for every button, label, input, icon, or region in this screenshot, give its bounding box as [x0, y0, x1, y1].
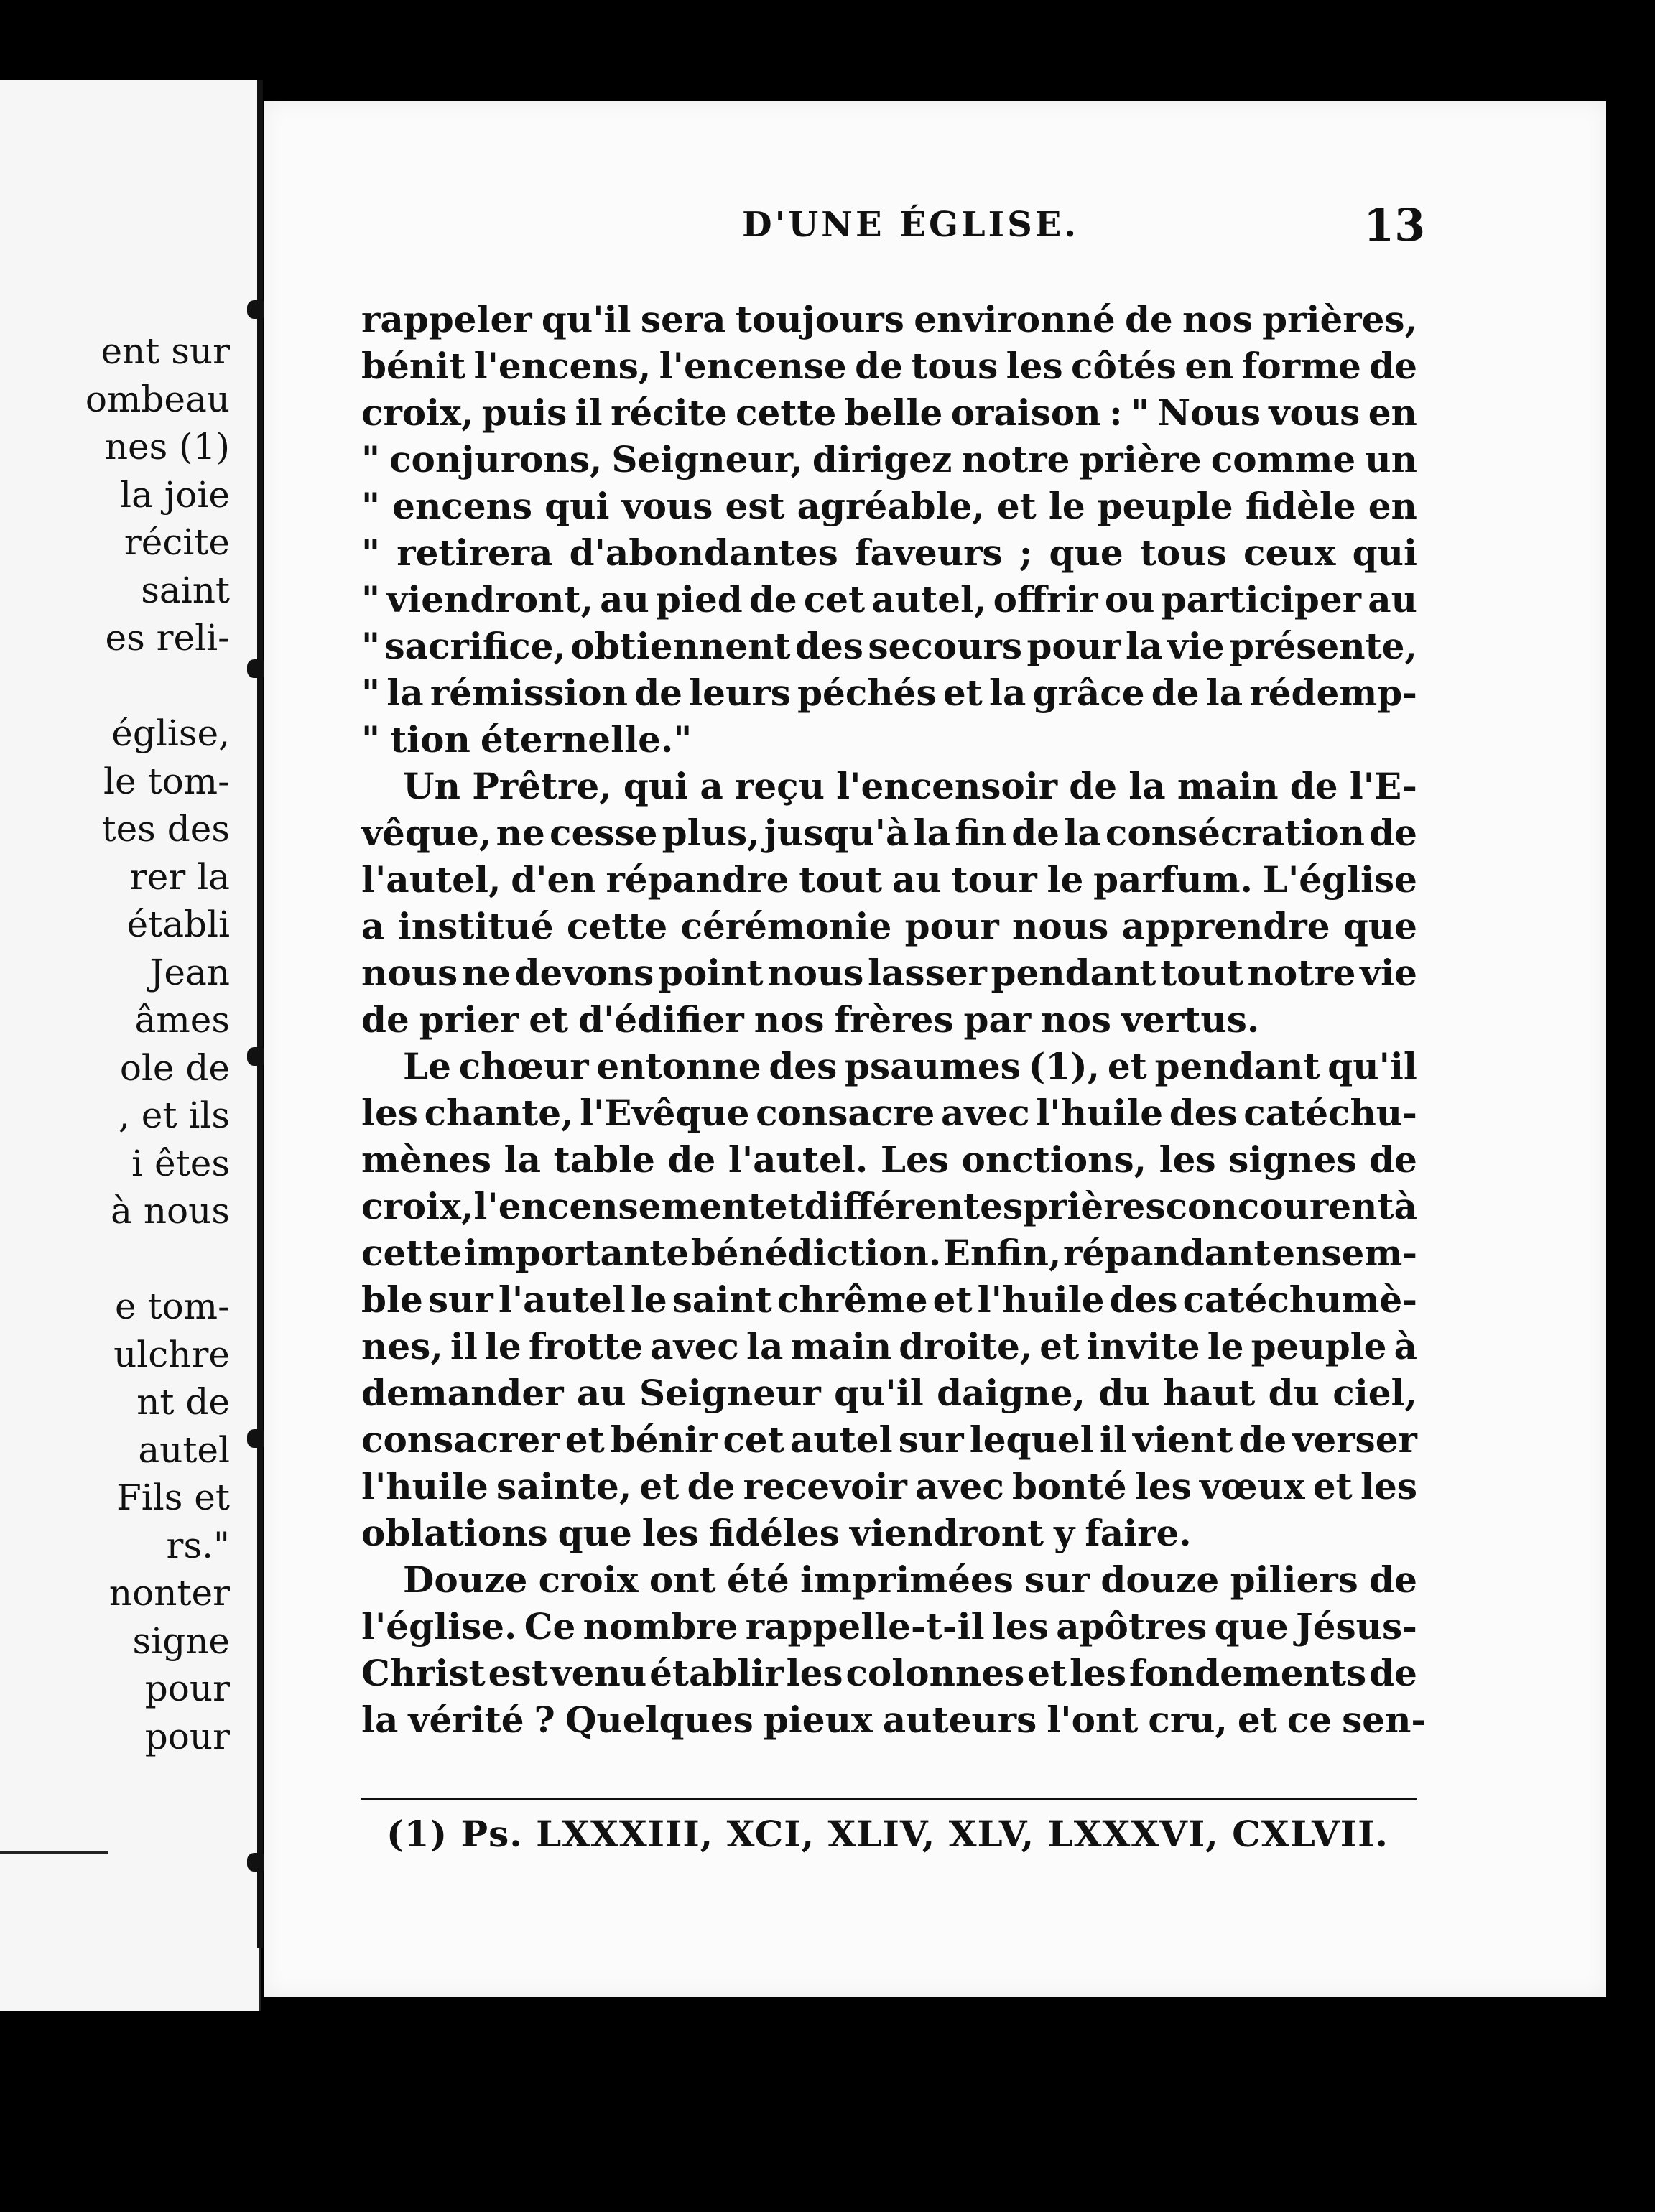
text-line: demander au Seigneur qu'il daigne, du haut du ciel,	[361, 1372, 1417, 1414]
text-line: " la rémission de leurs péchés et la grâce de la rédemp-	[361, 672, 1417, 714]
facing-page-line: , et ils	[118, 1095, 230, 1136]
page-number: 13	[1363, 199, 1426, 251]
facing-page-line: la joie	[120, 473, 230, 516]
text-line: croix, l'encensement et différentes prières concourent à	[361, 1185, 1417, 1227]
facing-page-line: autel	[138, 1428, 230, 1471]
text-line: la vérité ? Quelques pieux auteurs l'ont cru, et ce sen-	[361, 1698, 1427, 1741]
text-line: bénit l'encens, l'encense de tous les côtés en forme de	[361, 345, 1417, 387]
text-line: mènes la table de l'autel. Les onctions, les signes de	[361, 1138, 1417, 1181]
text-line: l'église. Ce nombre rappelle-t-il les apôtres que Jésus-	[361, 1605, 1417, 1648]
text-line: cette importante bénédiction. Enfin, répandant ensem-	[361, 1232, 1417, 1274]
facing-page-line: tes des	[101, 808, 230, 850]
text-line: " tion éternelle."	[361, 718, 692, 761]
page-header	[264, 199, 1426, 262]
text-line: Christ est venu établir les colonnes et les fondements de	[361, 1652, 1417, 1694]
text-line: oblations que les fidéles viendront y faire.	[361, 1512, 1192, 1554]
facing-page-text	[0, 327, 230, 1760]
facing-page-line: à nous	[111, 1190, 230, 1232]
footnote: (1) Ps. LXXXIII, XCI, XLIV, XLV, LXXXVI, CXLVII.	[386, 1813, 1389, 1855]
facing-page-line: i êtes	[131, 1142, 230, 1184]
facing-page-line: église,	[111, 712, 230, 754]
text-line: " retirera d'abondantes faveurs ; que tous ceux qui	[361, 531, 1417, 574]
text-line: consacrer et bénir cet autel sur lequel il vient de verser	[361, 1418, 1417, 1461]
facing-page-line: âmes	[134, 999, 230, 1041]
text-line: Un Prêtre, qui a reçu l'encensoir de la main de l'E-	[403, 765, 1417, 807]
facing-page-line: rer la	[129, 855, 230, 898]
running-head: D'UNE ÉGLISE.	[742, 205, 1080, 245]
text-line: de prier et d'édifier nos frères par nos vertus.	[361, 998, 1260, 1041]
book-binding	[257, 80, 263, 1948]
text-line: l'autel, d'en répandre tout au tour le parfum. L'église	[361, 858, 1417, 901]
facing-page-line: signe	[132, 1620, 230, 1662]
facing-page-line: pour	[144, 1715, 230, 1757]
text-line: croix, puis il récite cette belle oraison : " Nous vous en	[361, 391, 1417, 434]
text-line: Douze croix ont été imprimées sur douze piliers de	[403, 1558, 1417, 1601]
facing-page-line: ole de	[119, 1046, 230, 1089]
text-line: " encens qui vous est agréable, et le peuple fidèle en	[361, 485, 1417, 527]
facing-page-line: Jean	[149, 951, 230, 993]
text-line: Le chœur entonne des psaumes (1), et pendant qu'il	[403, 1045, 1417, 1087]
facing-page-line	[0, 1235, 230, 1283]
facing-page-line: e tom-	[115, 1286, 230, 1327]
text-line: rappeler qu'il sera toujours environné de nos prières,	[361, 298, 1417, 340]
text-line: ble sur l'autel le saint chrême et l'huile des catéchumè-	[361, 1278, 1417, 1321]
text-line: les chante, l'Evêque consacre avec l'huile des catéchu-	[361, 1092, 1417, 1134]
facing-page-line: saint	[141, 569, 230, 611]
facing-page-line: Fils et	[116, 1477, 230, 1518]
facing-page-line: ulchre	[113, 1333, 230, 1375]
footnote-rule	[361, 1798, 1417, 1800]
facing-page-fragment	[0, 80, 261, 2011]
facing-page-line: récite	[124, 521, 230, 563]
facing-page-footnote-rule	[0, 1851, 108, 1854]
facing-page-line	[0, 662, 230, 710]
facing-page-line: ombeau	[85, 378, 230, 420]
text-line: " viendront, au pied de cet autel, offrir ou participer au	[361, 578, 1417, 621]
text-line: l'huile sainte, et de recevoir avec bonté les vœux et les	[361, 1465, 1417, 1507]
facing-page-line: rs."	[166, 1524, 230, 1566]
facing-page-line: nes (1)	[104, 426, 230, 468]
text-line: nes, il le frotte avec la main droite, et invite le peuple à	[361, 1325, 1417, 1367]
text-line: " sacrifice, obtiennent des secours pour la vie présente,	[361, 625, 1417, 667]
book-page	[264, 101, 1606, 1997]
text-line: nous ne devons point nous lasser pendant tout notre vie	[361, 952, 1417, 994]
facing-page-line: le tom-	[103, 760, 230, 802]
body-text	[361, 296, 1427, 1743]
facing-page-line: ent sur	[101, 330, 230, 372]
facing-page-line: es reli-	[105, 617, 230, 659]
facing-page-line: pour	[144, 1668, 230, 1709]
text-line: vêque, ne cesse plus, jusqu'à la fin de la consécration de	[361, 812, 1417, 854]
facing-page-line: nonter	[108, 1572, 230, 1614]
text-line: " conjurons, Seigneur, dirigez notre prière comme un	[361, 438, 1417, 480]
text-line: a institué cette cérémonie pour nous apprendre que	[361, 905, 1417, 947]
facing-page-line: nt de	[136, 1381, 230, 1423]
facing-page-line: établi	[126, 903, 230, 945]
